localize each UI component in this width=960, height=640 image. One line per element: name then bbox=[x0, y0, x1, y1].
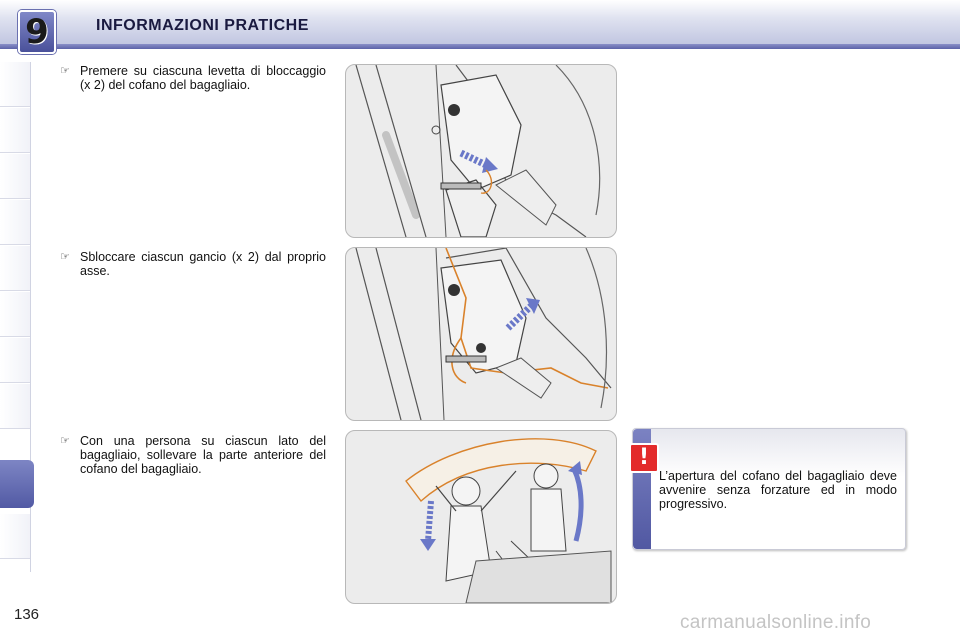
chapter-number: 9 bbox=[25, 12, 49, 52]
chapter-tab-5[interactable] bbox=[0, 246, 30, 291]
chapter-tab-8[interactable] bbox=[0, 384, 30, 429]
step-1 bbox=[60, 64, 326, 92]
chapter-tab-4[interactable] bbox=[0, 200, 30, 245]
chapter-tab-10[interactable] bbox=[0, 514, 30, 559]
step-1-text: Premere su ciascuna levetta di bloccaggio (x 2) del cofano del bagagliaio. bbox=[80, 64, 326, 92]
chapter-tab-strip bbox=[0, 62, 31, 572]
page-title: INFORMAZIONI PRATICHE bbox=[96, 17, 309, 34]
chapter-tab-6[interactable] bbox=[0, 292, 30, 337]
chapter-badge bbox=[18, 10, 56, 54]
warning-text: L’apertura del cofano del bagagliaio deve avvenire senza forzature ed in modo progressivo. bbox=[659, 469, 897, 511]
step-2 bbox=[60, 250, 326, 278]
chapter-tab-2[interactable] bbox=[0, 108, 30, 153]
illustration-hook-release bbox=[345, 247, 617, 421]
watermark: carmanualsonline.info bbox=[680, 612, 872, 633]
chapter-tab-9-active[interactable] bbox=[0, 460, 34, 508]
chapter-tab-1[interactable] bbox=[0, 62, 30, 107]
step-3 bbox=[60, 434, 326, 476]
pointing-hand-icon: ☞ bbox=[60, 250, 70, 263]
illustration-locking-lever bbox=[345, 64, 617, 238]
pointing-hand-icon: ☞ bbox=[60, 64, 70, 77]
chapter-tab-7[interactable] bbox=[0, 338, 30, 383]
pointing-hand-icon: ☞ bbox=[60, 434, 70, 447]
step-3-text: Con una persona su ciascun lato del bagagliaio, sollevare la parte anteriore del cofano del bagagliaio. bbox=[80, 434, 326, 476]
page-number: 136 bbox=[14, 606, 40, 623]
header-divider bbox=[0, 44, 960, 49]
warning-exclamation-icon: ! bbox=[629, 443, 659, 473]
chapter-tab-3[interactable] bbox=[0, 154, 30, 199]
step-2-text: Sbloccare ciascun gancio (x 2) dal proprio asse. bbox=[80, 250, 326, 278]
warning-box bbox=[632, 428, 906, 550]
illustration-lift-cover bbox=[345, 430, 617, 604]
